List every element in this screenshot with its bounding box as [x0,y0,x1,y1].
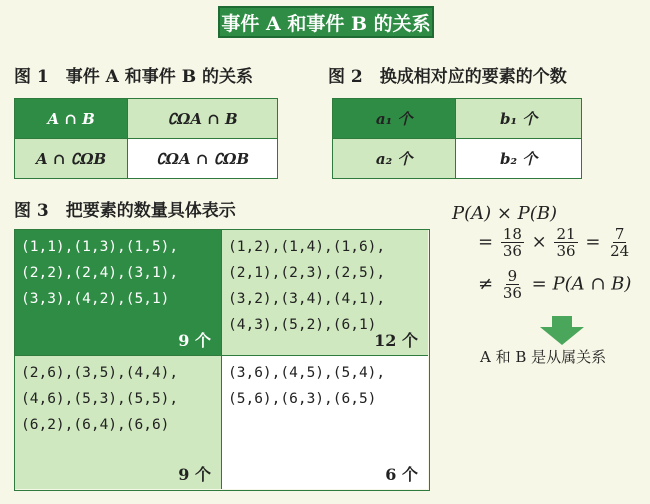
fig3-count: 9 个 [178,465,211,484]
fig2-cell-a2: a₂ 个 [333,139,456,179]
formula-line-1: P(A) × P(B) [452,203,558,224]
fig3-count: 12 个 [374,331,418,350]
fig2-cell-a1: a₁ 个 [333,99,456,139]
fig3-grid [14,229,430,491]
fig3-pairs: (1,1),(1,3),(1,5), (2,2),(2,4),(3,1), (3,3),(4,2),(5,1) [21,239,179,307]
fig1-cell-a-and-b: A ∩ B [15,99,128,139]
equals-sign: = [478,231,494,253]
fraction: $\frac{18}{36}$ [502,225,522,260]
fig3-count: 9 个 [178,331,211,350]
fig3-pairs: (1,2),(1,4),(1,6), (2,1),(2,3),(2,5), (3,2),(3,4),(4,1), (4,3),(5,2),(6,1) [228,239,386,333]
fig2-cell-b1: b₁ 个 [456,99,582,139]
fig1-cell-notA-and-b: ∁ΩA ∩ B [128,99,278,139]
fig3-pairs: (3,6),(4,5),(5,4), (5,6),(6,3),(6,5) [228,365,386,407]
fig2-caption: 图 2 换成相对应的要素的个数 [328,67,567,87]
fig1-caption: 图 1 事件 A 和事件 B 的关系 [14,67,253,87]
fig1-cell-a-and-notB: A ∩ ∁ΩB [15,139,128,179]
fig1-table [14,98,278,179]
fraction: $\frac{9}{36}$ [502,267,522,302]
fig2-cell-b2: b₂ 个 [456,139,582,179]
fig1-cell-notA-and-notB: ∁ΩA ∩ ∁ΩB [128,139,278,179]
page-title: 事件 A 和事件 B 的关系 [218,6,434,38]
fraction: $\frac{7}{24}$ [610,225,630,260]
fig2-table [332,98,582,179]
fig3-quadrant-top-right [222,230,428,356]
fig3-quadrant-bottom-left [15,356,222,489]
fig3-quadrant-bottom-right [222,356,428,489]
fig3-pairs: (2,6),(3,5),(4,4), (4,6),(5,3),(5,5), (6,2),(6,4),(6,6) [21,365,179,433]
equals-sign: = [585,231,601,253]
formula-line-3 [478,268,631,301]
not-equal-sign: ≠ [478,273,494,295]
fig3-count: 6 个 [385,465,418,484]
fig3-caption: 图 3 把要素的数量具体表示 [14,201,236,221]
fraction: $\frac{21}{36}$ [556,225,576,260]
times-sign: × [531,231,547,253]
fig3-quadrant-top-left [15,230,222,356]
down-arrow-head-icon [540,327,584,345]
conclusion-text: A 和 B 是从属关系 [480,348,607,366]
formula-line-2 [478,226,633,259]
formula-rhs: = P(A ∩ B) [531,273,632,295]
